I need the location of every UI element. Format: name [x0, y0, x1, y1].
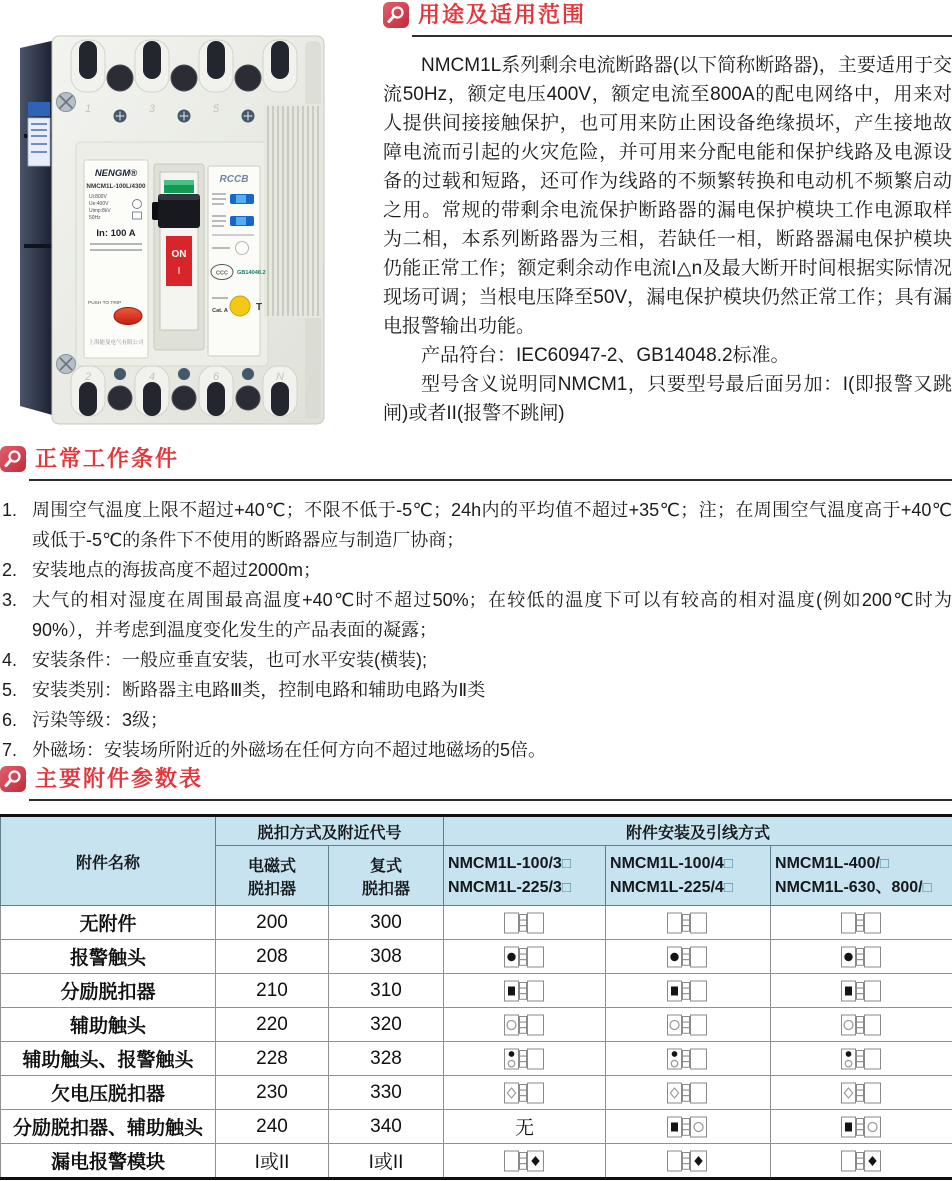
magnifier-icon	[0, 766, 26, 792]
wiring-cell	[771, 1008, 952, 1042]
wiring-symbol-alarm	[840, 944, 884, 970]
company-text: 上海能曼电气有限公司	[88, 340, 144, 346]
condition-text: 安装类别：断路器主电路Ⅲ类，控制电路和辅助电路为Ⅱ类	[32, 680, 486, 700]
accessory-name-cell: 报警触头	[1, 940, 216, 974]
heat-fins	[264, 104, 322, 318]
section-divider	[412, 35, 952, 37]
push-to-trip-button	[114, 308, 142, 325]
wiring-symbol-plain	[666, 910, 710, 936]
svg-text:Uimp:8kV: Uimp:8kV	[89, 208, 111, 214]
condition-text: 周围空气温度上限不超过+40℃；不限不低于-5℃；24h内的平均值不超过+35℃；注；在周围空气温度高于+40℃或低于-5℃的条件下不使用的断路器应与制造厂协商；	[32, 500, 952, 550]
wiring-symbol-aux	[503, 1012, 547, 1038]
col-header-accessory-name: 附件名称	[1, 816, 216, 906]
wiring-cell	[606, 1008, 771, 1042]
trip-code-cell: 240	[216, 1110, 329, 1144]
wiring-cell	[444, 1076, 606, 1110]
usage-paragraphs	[383, 51, 952, 428]
trip-code-cell: 340	[329, 1110, 444, 1144]
svg-text:5: 5	[212, 103, 220, 115]
condition-number: 7.	[2, 740, 18, 760]
col-group-header-0: 脱扣方式及附近代号	[216, 816, 444, 846]
accessory-name-cell: 漏电报警模块	[1, 1144, 216, 1179]
accessory-name-cell: 辅助触头、报警触头	[1, 1042, 216, 1076]
wiring-symbol-aux_alarm	[840, 1046, 884, 1072]
table-row	[1, 940, 952, 974]
section-conditions-header	[0, 446, 952, 472]
table-row	[1, 1110, 952, 1144]
on-plate	[166, 236, 192, 286]
section-conditions-title: 正常工作条件	[35, 445, 180, 471]
wiring-cell	[771, 974, 952, 1008]
svg-text:3: 3	[148, 103, 156, 115]
frame-size-box-glyph: □	[561, 878, 571, 896]
section-usage-header	[383, 2, 952, 28]
sticker-blue	[28, 102, 50, 116]
section-usage-title: 用途及适用范围	[418, 1, 587, 27]
wiring-symbol-shunt	[503, 978, 547, 1004]
wiring-symbol-aux_alarm	[666, 1046, 710, 1072]
brand-text: NENGM®	[94, 168, 138, 179]
model-text: NMCM1L-100L/4300	[86, 183, 146, 190]
svg-text:6: 6	[212, 371, 220, 383]
wiring-symbol-plain	[503, 910, 547, 936]
frame-size-box-glyph: □	[879, 855, 889, 873]
trip-code-cell: 210	[216, 974, 329, 1008]
condition-item	[0, 645, 952, 675]
wiring-cell	[606, 1042, 771, 1076]
wiring-cell	[771, 1042, 952, 1076]
col-subheader-1-1: NMCM1L-100/4□ NMCM1L-225/4□	[606, 846, 771, 906]
rccb-panel	[208, 166, 266, 356]
wiring-symbol-shunt_aux	[666, 1114, 710, 1140]
wiring-cell	[771, 940, 952, 974]
usage-paragraph: NMCM1L系列剩余电流断路器(以下简称断路器)，主要适用于交流50Hz，额定电压400V，额定电流至800A的配电网络中，用来对人提供间接接触保护，也可用来防止困设备绝缘损坏，产生接地故障电流而引起的火灾危险，并可用来分配电能和保护线路及电源设备的过载和短路，还可作为线路的不频繁转换和电动机不频繁启动之用。常规的带剩余电流保护断路器的漏电保护模块工作电源取样为二相，本系列断路器为三相，若缺任一相，断路器漏电保护模块仍能正常工作；额定剩余动作电流I△n及最大断开时间根据实际情况现场可调；当根电压降至50V，漏电保护模块仍然正常工作；具有漏电报警输出功能。	[383, 55, 952, 337]
wiring-cell	[606, 1076, 771, 1110]
trip-code-cell: 208	[216, 940, 329, 974]
wiring-symbol-undervoltage	[840, 1080, 884, 1106]
trip-code-cell: 308	[329, 940, 444, 974]
wiring-cell	[444, 940, 606, 974]
table-row	[1, 906, 952, 940]
trip-code-cell: I或II	[329, 1144, 444, 1179]
col-subheader-1-2: NMCM1L-400/□ NMCM1L-630、800/□	[771, 846, 952, 906]
rccb-text: RCCB	[219, 174, 249, 185]
condition-number: 6.	[2, 710, 18, 730]
col-group-header-1: 附件安装及引线方式	[444, 816, 952, 846]
svg-text:2: 2	[84, 371, 92, 383]
svg-text:ON: ON	[171, 249, 187, 260]
wiring-symbol-aux	[666, 1012, 710, 1038]
trip-code-cell: 328	[329, 1042, 444, 1076]
accessories-table	[0, 814, 952, 1180]
trip-code-cell: 220	[216, 1008, 329, 1042]
usage-paragraph: 型号含义说明同NMCM1，只要型号最后面另加：I(即报警又跳闸)或者II(报警不跳闸)	[383, 374, 952, 424]
category-text: Cat. A	[212, 308, 228, 314]
test-button	[230, 296, 250, 316]
svg-text:I: I	[177, 266, 181, 277]
col-subheader-1-0: NMCM1L-100/3□ NMCM1L-225/3□	[444, 846, 606, 906]
accessory-name-cell: 分励脱扣器、辅助触头	[1, 1110, 216, 1144]
section-accessories-title: 主要附件参数表	[35, 765, 204, 791]
ccc-mark: CCC	[216, 270, 228, 277]
wiring-cell	[444, 1042, 606, 1076]
trip-code-cell: 300	[329, 906, 444, 940]
trip-code-cell: 320	[329, 1008, 444, 1042]
condition-item	[0, 705, 952, 735]
frame-size-box-glyph: □	[723, 878, 733, 896]
toggle-switch	[152, 164, 204, 350]
wiring-cell	[606, 1144, 771, 1179]
section-usage	[383, 2, 952, 428]
condition-item	[0, 495, 952, 555]
wiring-cell	[444, 1144, 606, 1179]
frame-size-box-glyph: □	[561, 855, 571, 873]
wiring-cell	[444, 906, 606, 940]
accessories-table-body	[1, 906, 952, 1179]
leakage-indicator	[236, 242, 249, 255]
wiring-cell	[606, 974, 771, 1008]
condition-text: 污染等级：3级；	[32, 710, 169, 730]
usage-paragraph: 产品符台：IEC60947-2、GB14048.2标准。	[421, 345, 790, 366]
col-subheader-0-0: 电磁式 脱扣器	[216, 846, 329, 906]
wiring-symbol-leakage	[666, 1148, 710, 1174]
wiring-symbol-shunt	[666, 978, 710, 1004]
wiring-cell	[771, 1144, 952, 1179]
svg-text:Ui:800V: Ui:800V	[89, 194, 107, 200]
table-row	[1, 1144, 952, 1179]
wiring-symbol-alarm	[666, 944, 710, 970]
wiring-cell	[771, 1110, 952, 1144]
wiring-symbol-aux	[840, 1012, 884, 1038]
svg-text:Ue:400V: Ue:400V	[89, 201, 109, 207]
rated-current-text: In: 100 A	[96, 228, 136, 239]
table-row	[1, 974, 952, 1008]
wiring-symbol-shunt	[840, 978, 884, 1004]
product-photo	[6, 14, 336, 432]
svg-text:50Hz: 50Hz	[89, 215, 101, 221]
condition-text: 安装地点的海拔高度不超过2000m；	[32, 560, 322, 580]
push-to-trip-label: PUSH TO TRIP	[88, 301, 122, 306]
magnifier-icon	[383, 2, 409, 28]
wiring-symbol-leakage	[840, 1148, 884, 1174]
trip-code-cell: 200	[216, 906, 329, 940]
svg-text:1: 1	[84, 103, 92, 115]
accessory-name-cell: 辅助触头	[1, 1008, 216, 1042]
condition-item	[0, 555, 952, 585]
condition-text: 安装条件：一般应垂直安装，也可水平安装(横装);	[32, 650, 427, 670]
table-row	[1, 1008, 952, 1042]
condition-text: 外磁场：安装场所附近的外磁场在任何方向不超过地磁场的5倍。	[32, 740, 547, 760]
condition-number: 4.	[2, 650, 18, 670]
col-subheader-0-1: 复式 脱扣器	[329, 846, 444, 906]
accessory-name-cell: 分励脱扣器	[1, 974, 216, 1008]
wiring-cell	[771, 906, 952, 940]
section-accessories	[0, 766, 952, 1180]
wiring-symbol-aux_alarm	[503, 1046, 547, 1072]
accessories-table-head	[1, 816, 952, 906]
section-conditions	[0, 446, 952, 765]
section-divider	[29, 799, 952, 801]
wiring-symbol-leakage	[503, 1148, 547, 1174]
accessory-name-cell: 欠电压脱扣器	[1, 1076, 216, 1110]
condition-number: 3.	[2, 590, 18, 610]
trip-code-cell: 228	[216, 1042, 329, 1076]
magnifier-icon	[0, 446, 26, 472]
trip-code-cell: 230	[216, 1076, 329, 1110]
trip-code-cell: 310	[329, 974, 444, 1008]
wiring-cell	[444, 974, 606, 1008]
condition-number: 1.	[2, 500, 18, 520]
wiring-cell	[444, 1008, 606, 1042]
condition-item	[0, 585, 952, 645]
accessory-name-cell: 无附件	[1, 906, 216, 940]
standard-text: GB14048.2	[237, 270, 266, 276]
wiring-cell	[771, 1076, 952, 1110]
condition-text: 大气的相对湿度在周围最高温度+40℃时不超过50%；在较低的温度下可以有较高的相对温度(例如200℃时为90%），并考虑到温度变化发生的产品表面的凝露；	[32, 590, 952, 640]
wiring-symbol-plain	[840, 910, 884, 936]
svg-text:N: N	[276, 371, 284, 383]
wiring-cell	[606, 1110, 771, 1144]
condition-number: 2.	[2, 560, 18, 580]
table-row	[1, 1076, 952, 1110]
conditions-list	[0, 495, 952, 765]
wiring-symbol-undervoltage	[666, 1080, 710, 1106]
section-accessories-header	[0, 766, 952, 792]
wiring-symbol-undervoltage	[503, 1080, 547, 1106]
wiring-symbol-shunt_aux	[840, 1114, 884, 1140]
trip-code-cell: 330	[329, 1076, 444, 1110]
frame-size-box-glyph: □	[922, 878, 932, 896]
condition-number: 5.	[2, 680, 18, 700]
wiring-cell	[606, 940, 771, 974]
wiring-cell: 无	[444, 1110, 606, 1144]
frame-size-box-glyph: □	[723, 855, 733, 873]
test-letter: T	[256, 302, 263, 313]
section-divider	[29, 479, 952, 481]
wiring-symbol-alarm	[503, 944, 547, 970]
rating-label	[84, 160, 148, 358]
condition-item	[0, 675, 952, 705]
trip-code-cell: I或II	[216, 1144, 329, 1179]
condition-item	[0, 735, 952, 765]
table-row	[1, 1042, 952, 1076]
breaker-side	[20, 40, 56, 416]
svg-text:4: 4	[148, 371, 156, 383]
wiring-cell	[606, 906, 771, 940]
